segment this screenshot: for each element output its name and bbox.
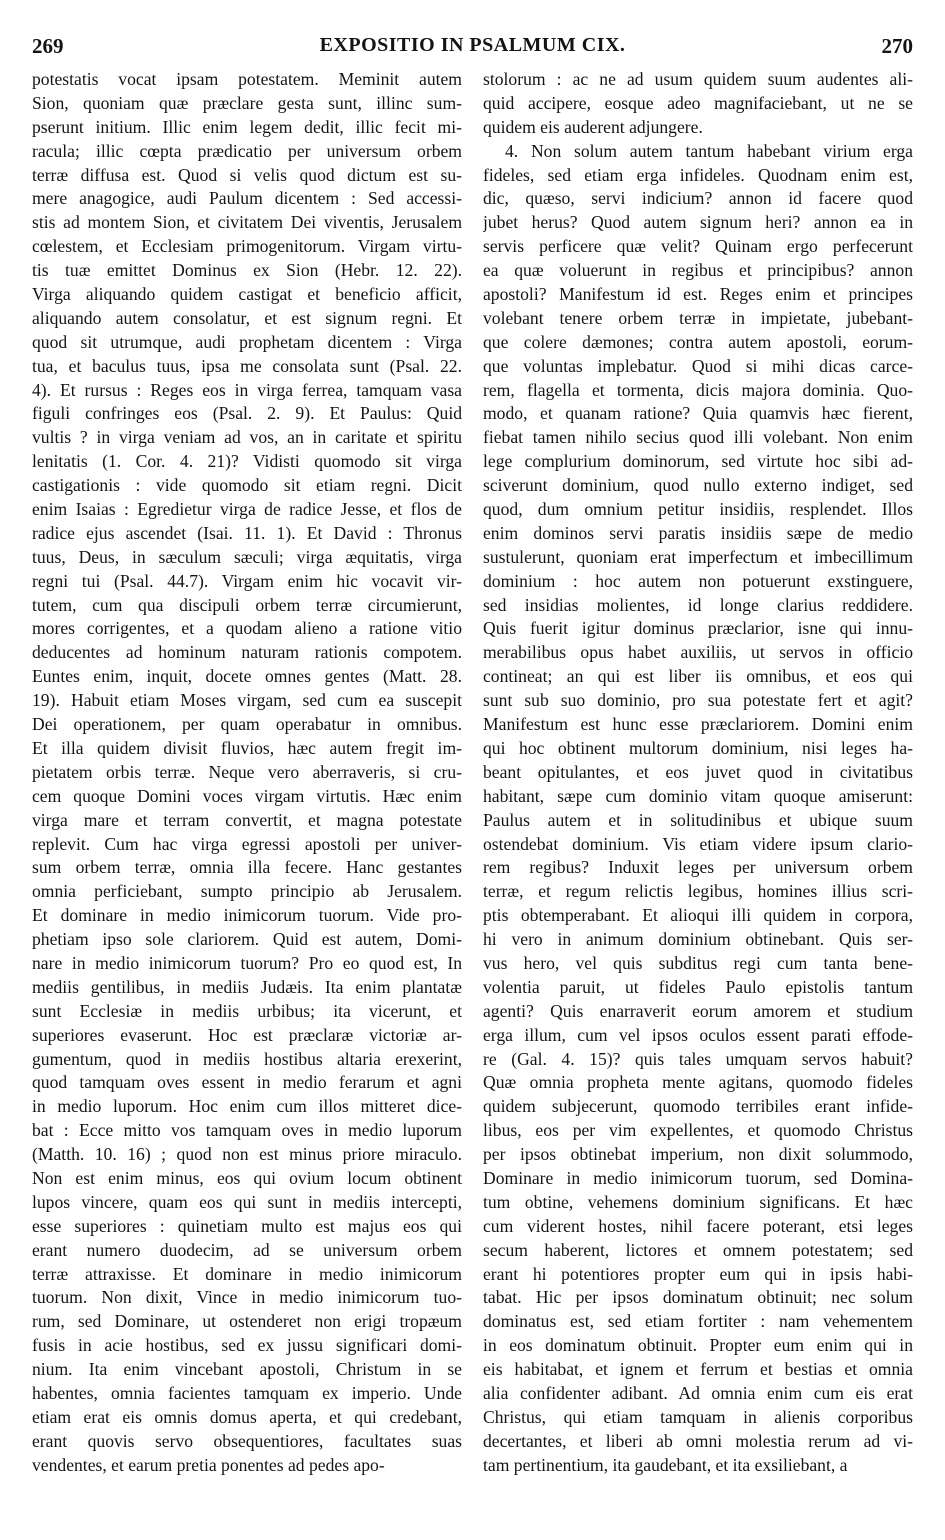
text-line: terræ, et regum relictis legibus, homines illius scri-	[483, 881, 913, 902]
text-line: volebant tenere orbem terræ in impietate, jubebant-	[483, 307, 913, 328]
running-header	[32, 34, 913, 68]
text-line: agenti? Quis enarraverit eorum amorem et studium	[483, 1000, 913, 1021]
text-line: ptis obtemperabant. Et alioqui illi quidem in corpora,	[483, 905, 913, 926]
text-line: jubet herus? Quod autem signum heri? annon ea in	[483, 212, 913, 233]
text-line: tua, et baculus tuus, ipsa me consolata sunt (Psal. 22.	[32, 355, 462, 376]
text-line: que colere dæmones; contra autem apostoli, eorum-	[483, 331, 913, 352]
text-line: ostendebat dominium. Vis etiam videre ipsum clario-	[483, 833, 913, 854]
text-line: sustulerunt, quoniam erat imperfectum et imbecillimum	[483, 546, 913, 567]
text-line: sed insidias molientes, id longe clarius reddidere.	[483, 594, 913, 615]
text-line: quidem subjecerunt, quomodo terribiles erant infide-	[483, 1096, 913, 1117]
text-line: enim Isaias : Egredietur virga de radice Jesse, et flos de	[32, 499, 462, 520]
text-line: lege complurium dominorum, sed virtute hoc sibi ad-	[483, 451, 913, 472]
text-line: mere anagogice, audi Paulum dicentem : Sed accessi-	[32, 188, 462, 209]
text-line: omnia perficiebant, sumpto principio ab Jerusalem.	[32, 881, 462, 902]
text-line: habentes, omnia facientes tamquam ex imperio. Unde	[32, 1382, 462, 1403]
text-line: quod sit utrumque, audi prophetam dicentem : Virga	[32, 331, 462, 352]
text-line: tuus, Deus, in sæculum sæculi; virga æquitatis, virga	[32, 546, 462, 567]
text-columns	[32, 68, 913, 1478]
text-line: Dei operationem, per quam operabatur in omnibus.	[32, 714, 462, 735]
text-line: rem regibus? Induxit leges per universum orbem	[483, 857, 913, 878]
text-line: dic, quæso, servi indicium? annon id facere quod	[483, 188, 913, 209]
text-line: quidem eis auderent adjungere.	[483, 116, 703, 137]
text-line: per ipsos obtinebat imperium, non dixit solummodo,	[483, 1144, 913, 1165]
text-line: hi vero in animum dominium obtinebant. Quis ser-	[483, 929, 913, 950]
text-line: rum, sed Dominare, ut ostenderet non erigi tropæum	[32, 1311, 462, 1332]
text-line: sum orbem terræ, omnia illa fecere. Hanc gestantes	[32, 857, 462, 878]
text-line: stolorum : ac ne ad usum quidem suum audentes ali-	[483, 69, 913, 89]
text-line: contineat; an qui est liber iis omnibus, et eos qui	[483, 666, 913, 687]
text-line: erga illum, cum vel ipsos oculos essent parati effode-	[483, 1024, 913, 1045]
text-line: replevit. Cum hac virga egressi apostoli per univer-	[32, 833, 462, 854]
text-line: cœlestem, et Ecclesiam primogenitorum. Virgam virtu-	[32, 236, 462, 257]
text-line: qui hoc obtinent multorum dominium, nisi leges ha-	[483, 737, 913, 758]
text-line: Sion, quoniam quæ præclare gesta sunt, illinc sum-	[32, 92, 462, 113]
text-line: radice ejus ascendet (Isai. 11. 1). Et David : Thronus	[32, 522, 462, 543]
text-line: re (Gal. 4. 15)? quis tales umquam servos habuit?	[483, 1048, 913, 1069]
text-line: alia confidenter adibant. Ad omnia enim cum eis erat	[483, 1382, 913, 1403]
text-line: Manifestum est hunc esse præclariorem. Domini enim	[483, 714, 913, 735]
text-line: Et illa quidem divisit fluvios, hæc autem fregit im-	[32, 737, 462, 758]
text-line: cum viderent hostes, nihil facere poterant, etsi leges	[483, 1215, 913, 1236]
text-line: (Matth. 10. 16) ; quod non est minus priore miraculo.	[32, 1144, 462, 1165]
text-line: enim dominos servi paratis insidiis sæpe de medio	[483, 522, 913, 543]
text-line: Quis fuerit igitur dominus præclarior, isne qui innu-	[483, 618, 913, 639]
text-line: superiores evaserunt. Hoc est præclaræ victoriæ ar-	[32, 1024, 462, 1045]
text-line: terræ attraxisse. Et dominare in medio inimicorum	[32, 1263, 462, 1284]
text-line: tam pertinentium, ita gaudebant, et ita exsiliebant, a	[483, 1454, 848, 1475]
text-line: vendentes, et earum pretia ponentes ad pedes apo-	[32, 1454, 385, 1475]
text-line: Et dominare in medio inimicorum tuorum. Vide pro-	[32, 905, 462, 926]
text-line: 19). Habuit etiam Moses virgam, sed cum ea suscepit	[32, 690, 462, 711]
text-line: 4). Et rursus : Reges eos in virga ferrea, tamquam vasa	[32, 379, 462, 400]
text-line: etiam erat eis omnis domus aperta, et qui credebant,	[32, 1406, 462, 1427]
text-line: fiebat tamen nihilo secius quod illi volebant. Non enim	[483, 427, 913, 448]
left-column	[32, 68, 462, 1478]
text-line: virga mare et terram convertit, et magna potestate	[32, 809, 462, 830]
text-line: pietatem orbis terræ. Neque vero aberraveris, si cru-	[32, 761, 462, 782]
text-line: erant hi potentiores propter eum qui in ipsis habi-	[483, 1263, 913, 1284]
page-number-right: 270	[881, 34, 913, 58]
text-line: tuorum. Non dixit, Vince in medio inimicorum tuo-	[32, 1287, 462, 1308]
text-line: gumentum, quod in mediis hostibus altaria erexerint,	[32, 1048, 462, 1069]
text-line: tis tuæ emittet Dominus ex Sion (Hebr. 12. 22).	[32, 260, 462, 281]
text-line: habitant, sæpe cum dominio vitam quoque amiserunt:	[483, 785, 913, 806]
text-line: nium. Ita enim vincebant apostoli, Christum in se	[32, 1359, 462, 1380]
text-line: volentia paruit, ut fideles Paulo epistolis tantum	[483, 976, 913, 997]
text-line: Euntes enim, inquit, docete omnes gentes (Matt. 28.	[32, 666, 462, 687]
text-line: eis habitabat, et ignem et ferrum et bestias et omnia	[483, 1359, 913, 1380]
text-line: sciverunt dominium, quod nullo externo indiget, sed	[483, 475, 913, 496]
text-line: figuli confringes eos (Psal. 2. 9). Et Paulus: Quid	[32, 403, 462, 424]
text-line: erant quovis servo obsequentiores, facultates suas	[32, 1430, 462, 1451]
text-line: in eos dominatum obtinuit. Propter eum enim qui in	[483, 1335, 913, 1356]
text-line: erant numero duodecim, ad se universum orbem	[32, 1239, 462, 1260]
text-line: fideles, sed etiam erga infideles. Quodnam enim est,	[483, 164, 913, 185]
text-line: vultis ? in virga veniam ad vos, an in caritate et spiritu	[32, 427, 462, 448]
text-line: Paulus autem et in solitudinibus et ubique suum	[483, 809, 913, 830]
text-line: quod tamquam oves essent in medio ferarum et agni	[32, 1072, 462, 1093]
text-line: secum haberent, lictores et omnem potestatem; sed	[483, 1239, 913, 1260]
text-line: 4. Non solum autem tantum habebant virium erga	[505, 140, 913, 161]
text-line: phetiam ipso sole clariorem. Quid est autem, Domi-	[32, 929, 462, 950]
text-line: Dominare in medio inimicorum tuorum, sed Domina-	[483, 1167, 913, 1188]
text-line: que voluntas implebatur. Quod si mihi dicas carce-	[483, 355, 913, 376]
text-line: mores corrigentes, et a quodam alieno a ratione vitio	[32, 618, 462, 639]
text-line: lupos vincere, quam eos qui sunt in mediis intercepti,	[32, 1191, 462, 1212]
text-line: ea quæ voluerunt in regibus et principibus? annon	[483, 260, 913, 281]
text-line: nare in medio inimicorum tuorum? Pro eo quod est, In	[32, 952, 462, 973]
text-line: beant opitulantes, et eos juvet quod in civitatibus	[483, 761, 913, 782]
text-line: tabat. Hic per ipsos dominatum obtinuit; nec solum	[483, 1287, 913, 1308]
text-line: sunt sub suo dominio, pro sua potestate fert et agit?	[483, 690, 913, 711]
text-line: esse superiores : quinetiam multo est majus eos qui	[32, 1215, 462, 1236]
text-line: quod, dum omnium petitur insidiis, resplendet. Illos	[483, 499, 913, 520]
page-number-left: 269	[32, 34, 64, 58]
text-line: in medio luporum. Hoc enim cum illos mitteret dice-	[32, 1096, 462, 1117]
text-line: regni tui (Psal. 44.7). Virgam enim hic vocavit vir-	[32, 570, 462, 591]
text-line: merabilibus opus habet auxiliis, ut servos in officio	[483, 642, 913, 663]
text-line: apostoli? Manifestum id est. Reges enim et principes	[483, 284, 913, 305]
right-column	[483, 68, 913, 1478]
text-line: Virga aliquando quidem castigat et beneficio afficit,	[32, 284, 462, 305]
text-line: rem, flagella et tormenta, dicis majora dominia. Quo-	[483, 379, 913, 400]
text-line: racula; illic cœpta prædicatio per universum orbem	[32, 140, 462, 161]
text-line: Non est enim minus, eos qui ovium locum obtinent	[32, 1167, 462, 1188]
text-line: Christus, qui etiam tamquam in alienis corporibus	[483, 1406, 913, 1427]
text-line: quid accipere, eosque adeo magnifaciebant, ut ne se	[483, 92, 913, 113]
text-line: lenitatis (1. Cor. 4. 21)? Vidisti quomodo sit virga	[32, 451, 462, 472]
text-line: dominatus est, sed etiam fortiter : nam vehementem	[483, 1311, 913, 1332]
text-line: decertantes, et liberi ab omni molestia rerum ad vi-	[483, 1430, 913, 1451]
text-line: castigationis : vide quomodo sit etiam regni. Dicit	[32, 475, 462, 496]
text-line: servis perficere quæ velit? Quinam ergo perfecerunt	[483, 236, 913, 257]
text-line: libus, eos per vim expellentes, et quomodo Christus	[483, 1120, 913, 1141]
text-line: fusis in acie hostibus, sed ex jussu significari domi-	[32, 1335, 462, 1356]
text-line: vus hero, vel quis subditus regi cum tanta bene-	[483, 952, 913, 973]
text-line: stis ad montem Sion, et civitatem Dei viventis, Jerusalem	[32, 212, 462, 233]
text-line: bat : Ecce mitto vos tamquam oves in medio luporum	[32, 1120, 462, 1141]
text-line: tutem, cum qua discipuli orbem terræ circumierunt,	[32, 594, 462, 615]
text-line: dominium : hoc autem non potuerunt exstinguere,	[483, 570, 913, 591]
text-line: pserunt initium. Illic enim legem dedit, illic fecit mi-	[32, 116, 462, 137]
text-line: aliquando autem consolatur, et est signum regni. Et	[32, 307, 462, 328]
text-line: mediis gentilibus, in mediis Judæis. Ita enim plantatæ	[32, 976, 462, 997]
text-line: tum obtine, vehemens dominium significans. Et hæc	[483, 1191, 913, 1212]
text-line: potestatis vocat ipsam potestatem. Meminit autem	[32, 69, 462, 89]
text-line: deducentes ad hominum naturam rationis compotem.	[32, 642, 462, 663]
text-line: Quæ omnia propheta mente agitans, quomodo fideles	[483, 1072, 913, 1093]
text-line: cem quoque Domini voces virgam virtutis. Hæc enim	[32, 785, 462, 806]
text-line: terræ diffusa est. Quod si velis quod dictum est su-	[32, 164, 462, 185]
text-line: sunt Ecclesiæ in mediis urbibus; ita vicerunt, et	[32, 1000, 462, 1021]
running-title: EXPOSITIO IN PSALMUM CIX.	[319, 34, 626, 56]
text-line: modo, et quanam ratione? Quia quamvis hæc fierent,	[483, 403, 913, 424]
